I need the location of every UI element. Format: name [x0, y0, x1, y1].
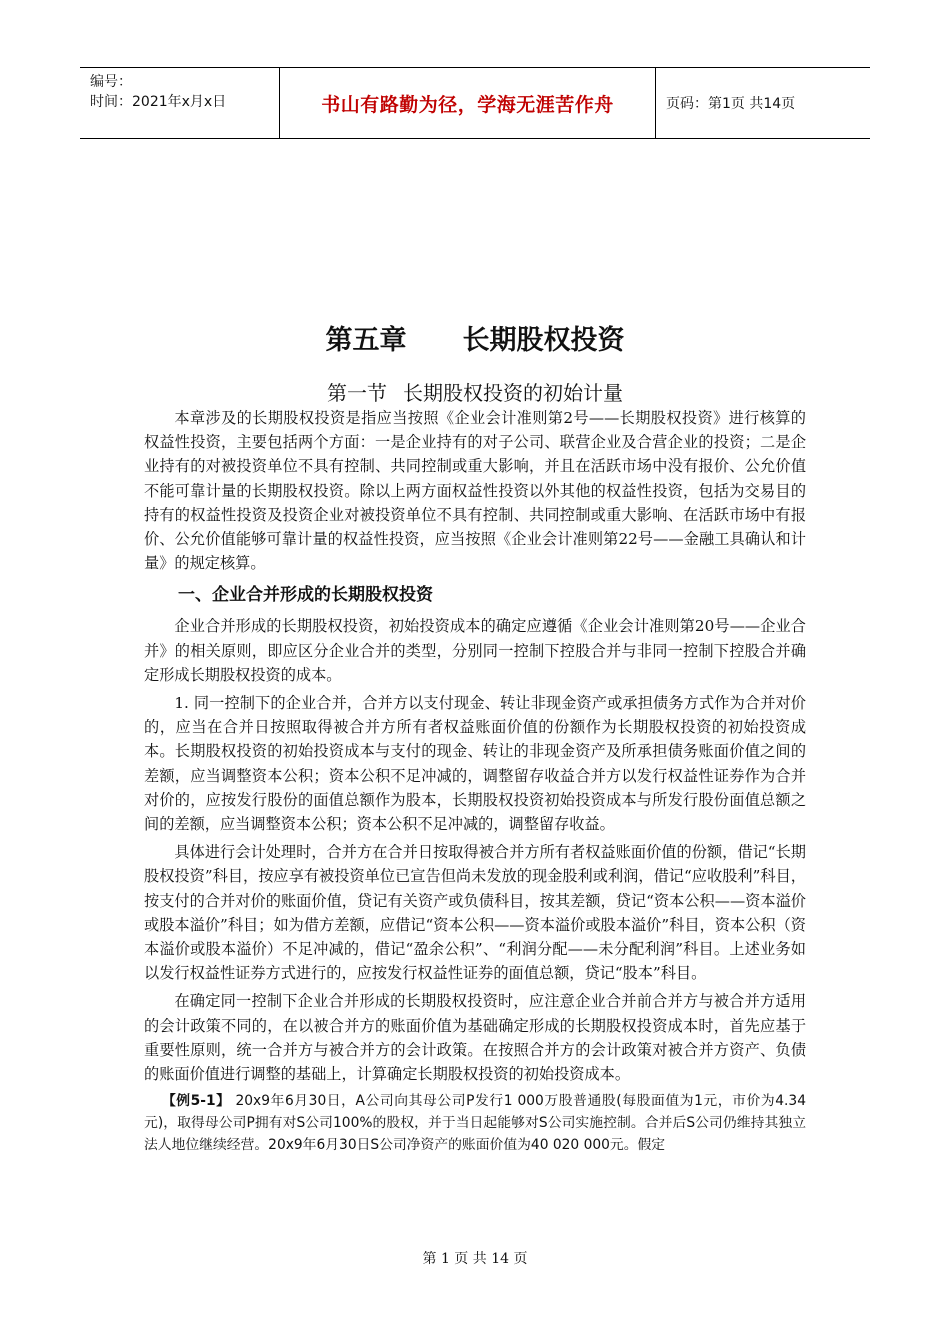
paragraph-common-control: 1. 同一控制下的企业合并，合并方以支付现金、转让非现金资产或承担债务方式作为合并对价的，应当在合并日按照取得被合并方所有者权益账面价值的份额作为长期股权投资的初始投资成本。长期股权投资的初始投资成本与支付的现金、转让的非现金资产及所承担债务账面价值之间的差额，应当调整资本公积；资本公积不足冲减的，调整留存收益合并方以发行权益性证券作为合并对价的，应按发行股份的面值总额作为股本，长期股权投资初始投资成本与所发行股份面值总额之间的差额，应当调整资本公积；资本公积不足冲减的，调整留存收益。	[144, 694, 806, 834]
chapter-number: 第五章	[325, 325, 407, 356]
heading-enterprise-merger: 一、企业合并形成的长期股权投资	[178, 585, 433, 606]
body-text	[144, 406, 806, 1156]
header-motto: 书山有路勤为径，学海无涯苦作舟	[280, 68, 656, 138]
doc-time-label: 时间：2021年x月x日	[90, 94, 227, 110]
header-meta	[80, 68, 280, 138]
doc-number-label: 编号：	[90, 74, 132, 90]
example-5-1	[144, 1090, 806, 1156]
section-title	[0, 377, 950, 406]
section-name: 长期股权投资的初始计量	[403, 381, 623, 405]
header-table	[80, 67, 870, 139]
example-text: 20x9年6月30日，A公司向其母公司P发行1 000万股普通股(每股面值为1元，市价为4.34元)，取得母公司P拥有对S公司100%的股权，并于当日起能够对S公司实施控制。合并后S公司仍维持其独立法人地位继续经营。20x9年6月30日S公司净资产的账面价值为40 020 000元。假定	[144, 1093, 806, 1154]
section-number: 第一节	[327, 381, 387, 405]
header-page-info: 页码：第1页 共14页	[666, 96, 796, 112]
paragraph-accounting-policy: 在确定同一控制下企业合并形成的长期股权投资时，应注意企业合并前合并方与被合并方适用的会计政策不同的，在以被合并方的账面价值为基础确定形成的长期股权投资成本时，首先应基于重要性原则，统一合并方与被合并方的会计政策。在按照合并方的会计政策对被合并方资产、负债的账面价值进行调整的基础上，计算确定长期股权投资的初始投资成本。	[144, 992, 806, 1084]
paragraph-accounting-entries: 具体进行会计处理时，合并方在合并日按取得被合并方所有者权益账面价值的份额，借记“长期股权投资”科目，按应享有被投资单位已宣告但尚未发放的现金股利或利润，借记“应收股利”科目，按支付的合并对价的账面价值，贷记有关资产或负债科目，按其差额，贷记“资本公积——资本溢价或股本溢价”科目；如为借方差额，应借记“资本公积——资本溢价或股本溢价”科目，资本公积（资本溢价或股本溢价）不足冲减的，借记“盈余公积”、“利润分配——未分配利润”科目。上述业务如以发行权益性证券方式进行的，应按发行权益性证券的面值总额，贷记“股本”科目。	[144, 843, 806, 983]
paragraph-merger-cost: 企业合并形成的长期股权投资，初始投资成本的确定应遵循《企业会计准则第20号——企业合并》的相关原则，即应区分企业合并的类型，分别同一控制下控股合并与非同一控制下控股合并确定形成长期股权投资的成本。	[144, 617, 806, 684]
chapter-title	[0, 318, 950, 357]
paragraph-intro: 本章涉及的长期股权投资是指应当按照《企业会计准则第2号——长期股权投资》进行核算的权益性投资，主要包括两个方面：一是企业持有的对子公司、联营企业及合营企业的投资；二是企业持有的对被投资单位不具有控制、共同控制或重大影响，并且在活跃市场中没有报价、公允价值不能可靠计量的长期股权投资。除以上两方面权益性投资以外其他的权益性投资，包括为交易目的持有的权益性投资及投资企业对被投资单位不具有控制、共同控制或重大影响、在活跃市场中有报价、公允价值能够可靠计量的权益性投资，应当按照《企业会计准则第22号——金融工具确认和计量》的规定核算。	[144, 409, 806, 573]
example-tag: 【例5-1】	[161, 1093, 231, 1110]
chapter-name: 长期股权投资	[462, 325, 625, 356]
page-footer: 第 1 页 共 14 页	[422, 1251, 528, 1267]
